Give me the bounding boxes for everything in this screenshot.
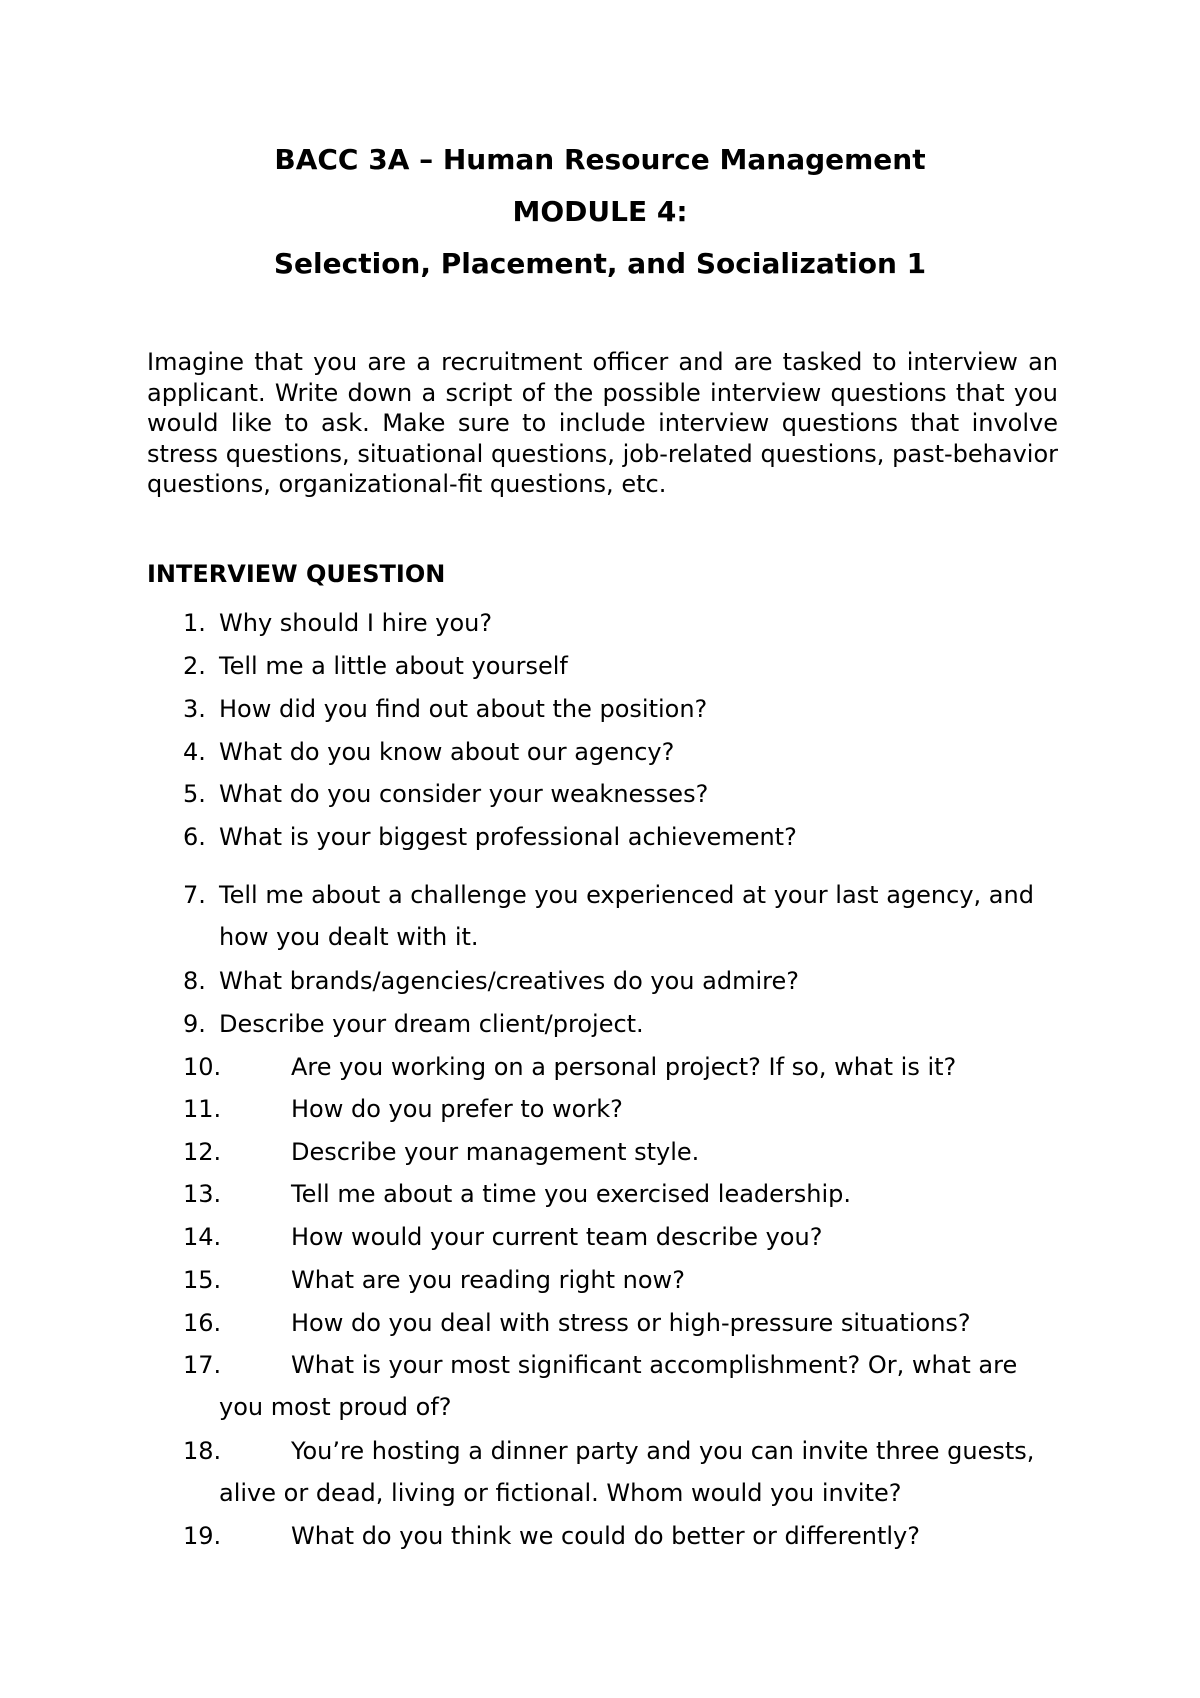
item-text: What is your biggest professional achievement? (219, 823, 797, 851)
module-title: MODULE 4: (512, 195, 688, 228)
item-text: How do you prefer to work? (291, 1095, 623, 1123)
item-text: How do you deal with stress or high-pressure situations? (291, 1309, 971, 1337)
item-text: Tell me about a time you exercised leadership. (291, 1180, 852, 1208)
item-text: What is your most significant accomplishment? Or, what are (291, 1351, 1018, 1379)
item-number: 8. (183, 967, 206, 995)
item-text: How would your current team describe you? (291, 1223, 823, 1251)
item-text: What brands/agencies/creatives do you admire? (219, 967, 799, 995)
instructions-paragraph: Imagine that you are a recruitment officer and are tasked to interview an applicant. Write down a script of the possible interview questions that you would like to ask. Make sure to include interview questions that involve stress questions, situational questions, job-related questions, past-behavior questions, organizational-fit questions, etc. (147, 348, 1058, 498)
item-text: What are you reading right now? (291, 1266, 685, 1294)
item-text: Tell me a little about yourself (219, 652, 568, 680)
item-text: What do you think we could do better or differently? (291, 1522, 920, 1550)
item-text: How did you find out about the position? (219, 695, 708, 723)
item-number: 7. (183, 881, 206, 909)
item-number: 11. (183, 1095, 222, 1123)
course-title: BACC 3A – Human Resource Management (274, 143, 926, 176)
item-number: 19. (183, 1522, 222, 1550)
item-number: 10. (183, 1053, 222, 1081)
item-number: 16. (183, 1309, 222, 1337)
item-number: 1. (183, 609, 206, 637)
item-number: 9. (183, 1010, 206, 1038)
item-number: 12. (183, 1138, 222, 1166)
item-number: 5. (183, 780, 206, 808)
item-text: You’re hosting a dinner party and you can invite three guests, (291, 1437, 1035, 1465)
item-number: 3. (183, 695, 206, 723)
item-text: Describe your dream client/project. (219, 1010, 644, 1038)
item-text: What do you know about our agency? (219, 738, 675, 766)
item-text-continued: you most proud of? (219, 1393, 452, 1421)
item-text: Why should I hire you? (219, 609, 493, 637)
topic-title: Selection, Placement, and Socialization 1 (273, 247, 927, 280)
item-number: 6. (183, 823, 206, 851)
item-number: 14. (183, 1223, 222, 1251)
item-number: 17. (183, 1351, 222, 1379)
item-text: Are you working on a personal project? If so, what is it? (291, 1053, 957, 1081)
item-number: 2. (183, 652, 206, 680)
item-number: 15. (183, 1266, 222, 1294)
item-text: Describe your management style. (291, 1138, 700, 1166)
item-number: 13. (183, 1180, 222, 1208)
item-number: 4. (183, 738, 206, 766)
item-text: What do you consider your weaknesses? (219, 780, 709, 808)
section-heading: INTERVIEW QUESTION (147, 560, 446, 588)
item-text-continued: how you dealt with it. (219, 923, 479, 951)
item-text-continued: alive or dead, living or fictional. Whom would you invite? (219, 1479, 902, 1507)
item-number: 18. (183, 1437, 222, 1465)
item-text: Tell me about a challenge you experienced at your last agency, and (219, 881, 1034, 909)
